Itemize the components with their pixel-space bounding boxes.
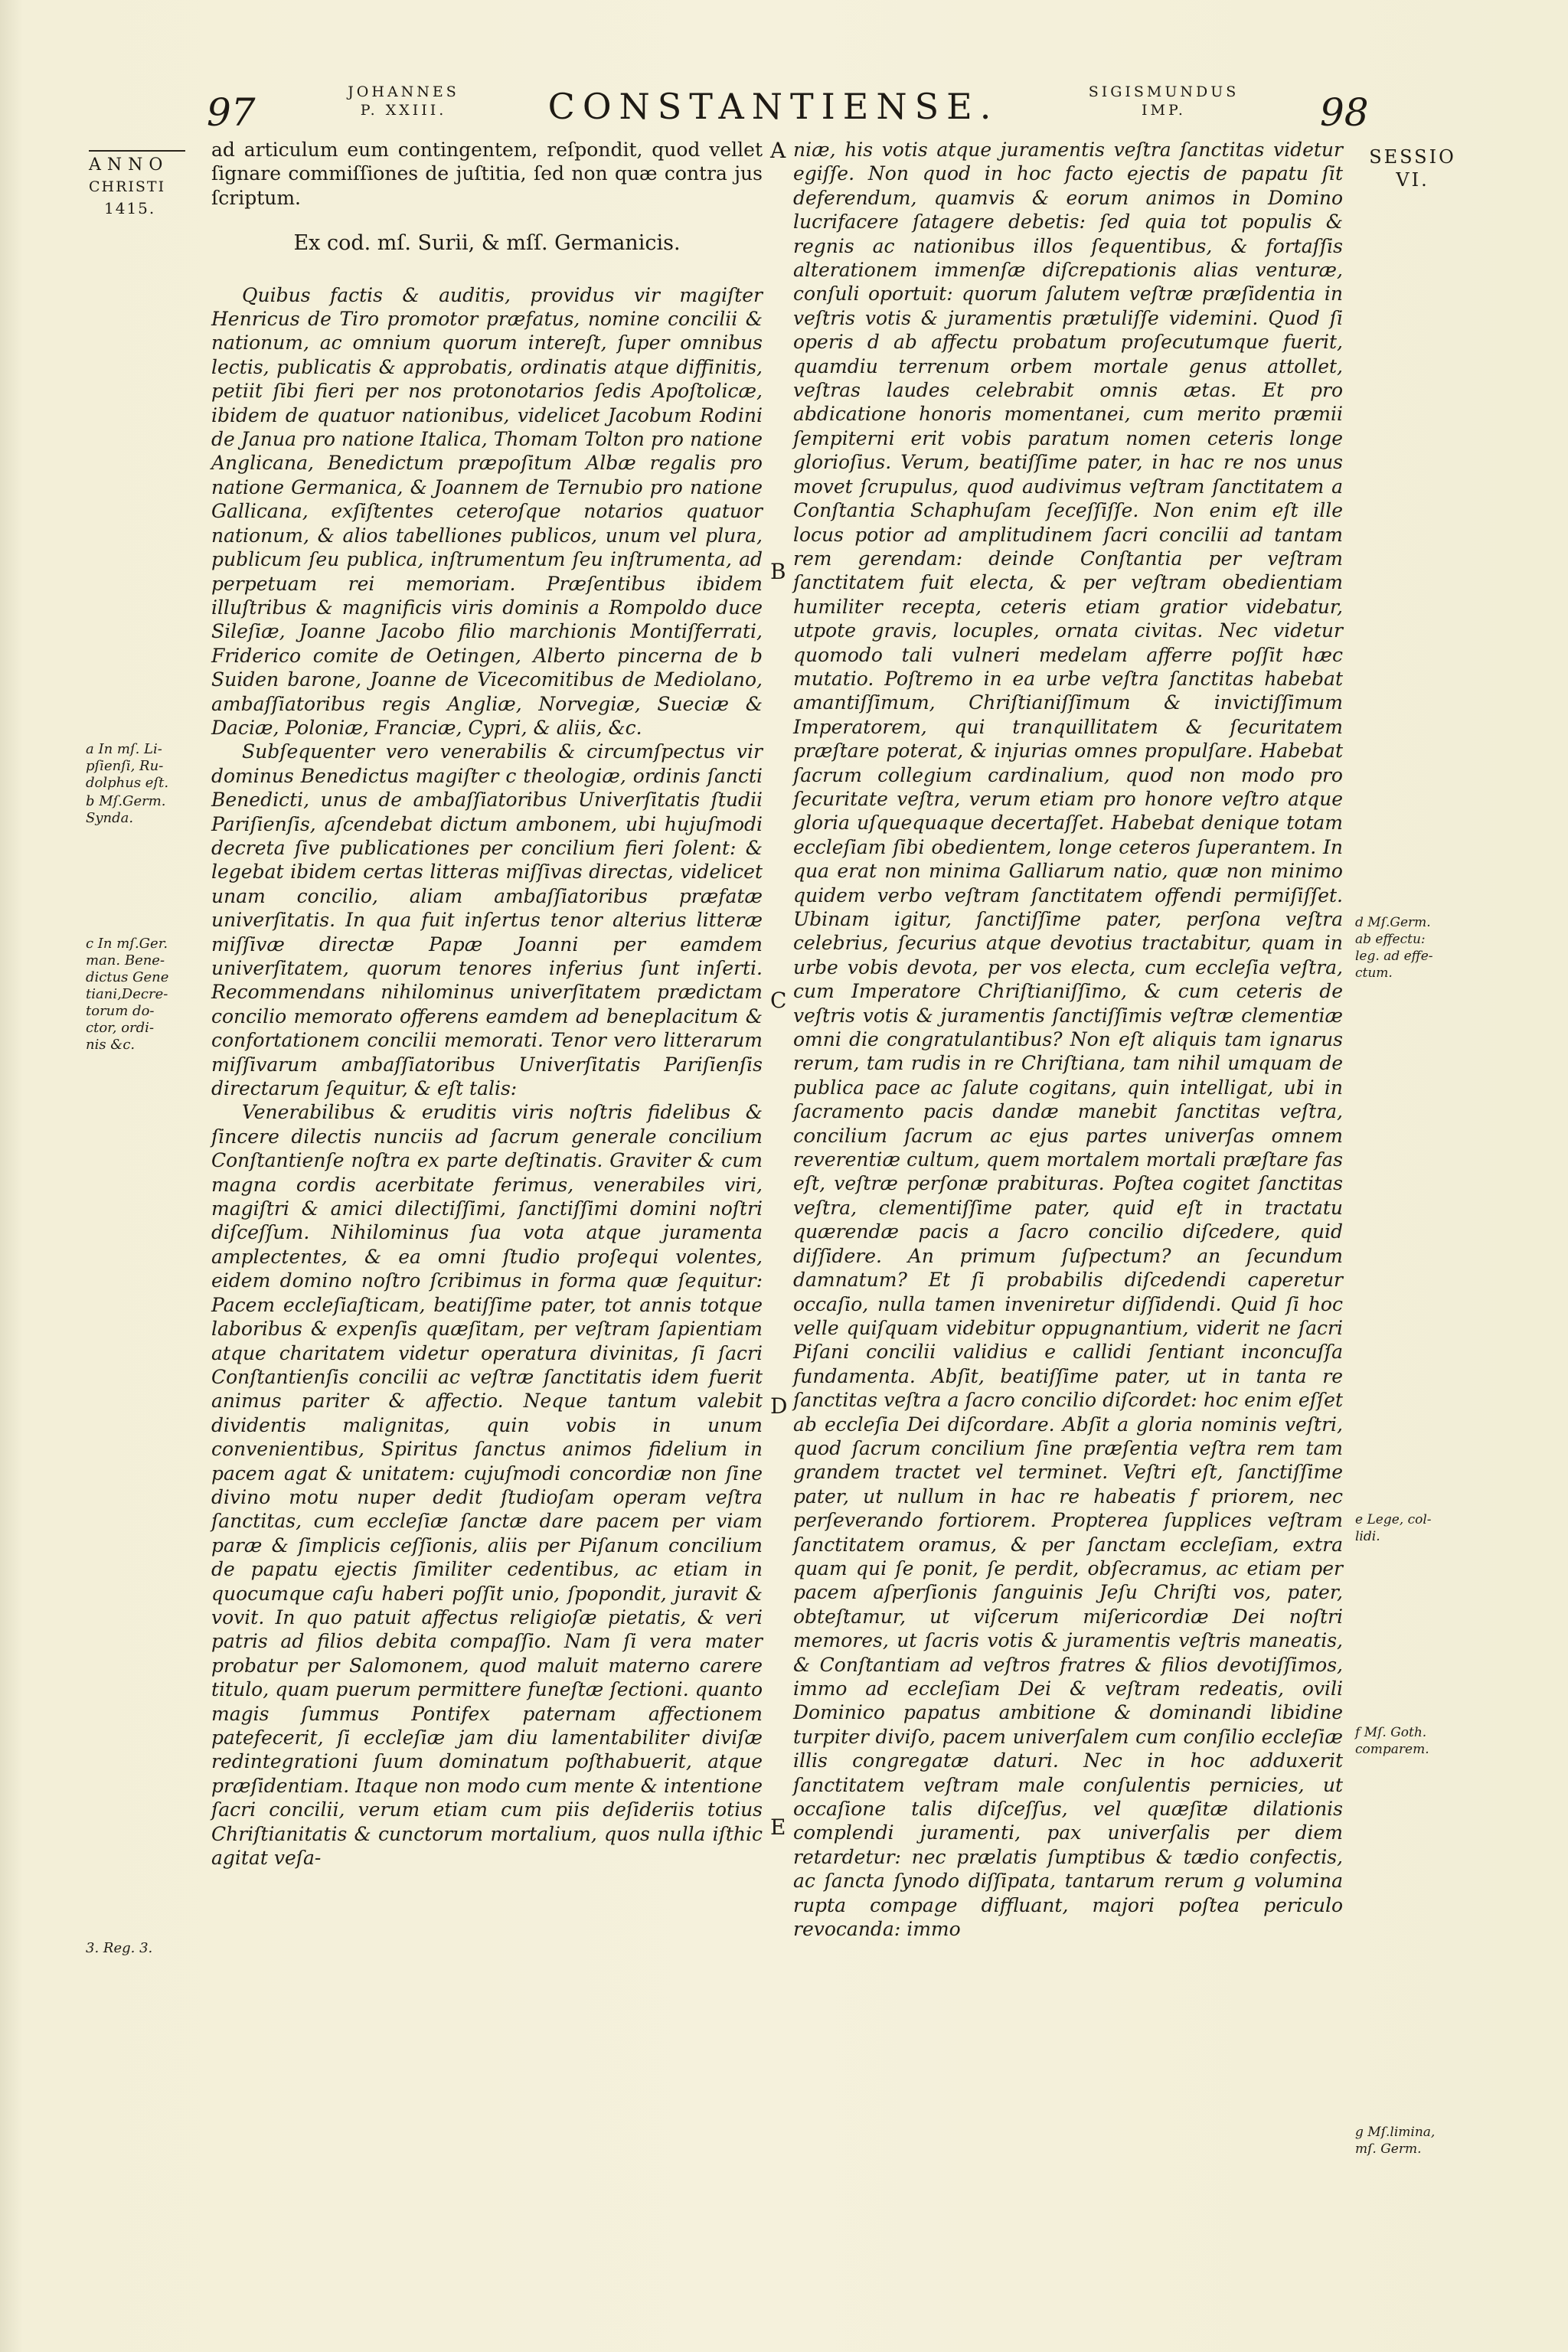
anno-rule: [89, 150, 185, 152]
left-paragraph-2: Subſequenter vero venerabilis & circumſpectus vir dominus Benedictus magiſter c theologiæ, ordinis ſancti Benedicti, unus de ambaſſiatoribus Univerſitatis ſtudii Pariſienſis, aſcendebat dictum ambonem, ubi hujuſmodi decreta ſive publicationes per concilium fieri ſolent: & legebat ibidem certas litteras miſſivas directas, videlicet unam concilio, aliam ambaſſiatoribus præfatæ univerſitatis. In qua fuit inſertus tenor alterius litteræ miſſivæ directæ Papæ Joanni per eamdem univerſitatem, quorum tenores inferius ſunt inſerti. Recommendans nihilominus univerſitatem prædictam concilio memorato offerens eamdem ad beneplacitum & confortationem concilii memorati. Tenor vero litterarum miſſivarum ambaſſiatoribus Univerſitatis Pariſienſis directarum ſequitur, & eſt talis:: [211, 740, 763, 1100]
right-running-head: SIGISMUNDUS IMP.: [1088, 83, 1240, 119]
left-intro-text: ad articulum eum contingentem, reſpondit, quod vellet ſignare commiſſiones de juſtitia, ſed non quæ contra jus ſcriptum.: [211, 139, 763, 209]
right-page-number: 98: [1320, 90, 1369, 135]
section-letter-d: D: [770, 1393, 788, 1419]
left-running-head: JOHANNES P. XXIII.: [348, 83, 459, 119]
margin-note-f: f Mſ. Goth. comparem.: [1355, 1725, 1429, 1757]
right-paragraph-1: niæ, his votis atque juramentis veſtra ſanctitas videtur egiſſe. Non quod in hoc facto ejectis de papatu ſit deferendum, quamvis & eorum animos in Domino lucrifacere ſatagere debetis: ſed quia tot populis & regnis ac nationibus illos ſequentibus, & fortaſſis alterationem immenſæ diſcrepationis alias venturæ, conſuli oportuit: quorum ſalutem veſtræ præſidentia in veſtris votis & juramentis prætuliſſe videmini. Quod ſi operis d ab affectu probatum proſecutumque fuerit, quamdiu terrenum orbem mortale genus attollet, veſtras laudes celebrabit omnis ætas. Et pro abdicatione honoris momentanei, cum merito præmii ſempiterni erit vobis paratum nomen ceteris longe glorioſius. Verum, beatiſſime pater, in hac re nos unus movet ſcrupulus, quod audivimus veſtram ſanctitatem a Conſtantia Schaphuſam ſeceſſiſſe. Non enim eſt ille locus potior ad amplitudinem ſacri concilii ad tantam rem gerendam: deinde Conſtantia per veſtram ſanctitatem fuit electa, & per veſtram obedientiam humiliter recepta, ceteris etiam gratior videbatur, utpote gravis, locuples, ornata civitas. Nec videtur quomodo tali vulneri medelam afferre poſſit hæc mutatio. Poſtremo in ea urbe veſtra ſanctitas habebat amantiſſimum, Chriſtianiſſimum & invictiſſimum Imperatorem, qui tranquillitatem & ſecuritatem præſtare poterat, & injurias omnes propulſare. Habebat ſacrum collegium cardinalium, quod non modo pro ſecuritate veſtra, verum etiam pro honore veſtro atque gloria uſquequaque decertaſſet. Habebat denique totam eccleſiam ſibi obedientem, longe ceteros ſuperantem. In qua erat non minima Galliarum natio, quæ non minimo quidem verbo veſtram ſanctitatem offendi permiſiſſet. Ubinam igitur, ſanctiſſime pater, perſona veſtra celebrius, ſecurius atque devotius tractabitur, quam in urbe vobis devota, per vos electa, cum eccleſia veſtra, cum Imperatore Chriſtianiſſimo, & cum ceteris de veſtris votis & juramentis ſanctiſſimis veſtræ clementiæ omni die congratulantibus? Non eſt aliquis tam ignarus rerum, tam rudis in re Chriſtiana, tam nihil umquam de publica pace ac ſalute cogitans, quin intelligat, ubi in ſacramento pacis dandæ manebit ſanctitas veſtra, concilium ſacrum ac ejus partes univerſas omnem reverentiæ cultum, quem mortalem mortali præſtare fas eſt, veſtræ perſonæ prabituras. Poſtea cogitet ſanctitas veſtra, clementiſſime pater, quid eſt in tractatu quærendæ pacis a ſacro concilio diſcedere, quid diſſidere. An primum ſuſpectum? an ſecundum damnatum? Et ſi probabilis diſcedendi caperetur occaſio, nulla tamen inveniretur diſſidendi. Quid ſi hoc velle quiſquam videbitur oppugnantium, viderit ne ſacri Piſani concilii validius e callidi ſentiant inconcuſſa fundamenta. Abſit, beatiſſime pater, ut in tanta re ſanctitas veſtra a ſacro concilio diſcordet: hoc enim eſſet ab eccleſia Dei diſcordare. Abſit a gloria nominis veſtri, quod ſacrum concilium ſine præſentia veſtra rem tam grandem tractet vel terminet. Veſtri eſt, ſanctiſſime pater, ut nullum in hac re habeatis f priorem, nec perſeverando fortiorem. Propterea ſupplices veſtram ſanctitatem oramus, & per ſanctam eccleſiam, extra quam qui ſe ponit, ſe perdit, obſecramus, ac etiam per pacem aſperſionis ſanguinis Jeſu Chriſti vos, pater, obteſtamur, ut viſcerum miſericordiæ Dei noſtri memores, ut ſacris votis & juramentis veſtris maneatis, & Conſtantiam ad veſtros fratres & filios devotiſſimos, immo ad eccleſiam Dei & veſtram redeatis, ovili Dominico papatus ambitione & dominandi libidine turpiter diviſo, pacem univerſalem cum conſilio eccleſiæ illis congregatæ daturi. Nec in hoc adduxerit ſanctitatem veſtram male conſulentis pernicies, ut occaſione talis diſceſſus, vel quæſitæ dilationis complendi juramenti, pax univerſalis per diem retardetur: nec prælatis ſumptibus & tædio confectis, ac ſancta ſynodo diſſipata, tantarum rerum g volumina rupta compage diffluant, majori poſtea periculo revocanda: immo: [793, 139, 1343, 1941]
margin-note-e: e Lege, col- lidi.: [1355, 1512, 1432, 1544]
source-heading: Ex cod. mſ. Surii, & mſſ. Germanicis.: [293, 231, 681, 256]
right-column: [793, 138, 1343, 1941]
left-page-number: 97: [207, 90, 256, 135]
section-letter-a: A: [770, 138, 786, 163]
section-letter-b: B: [770, 559, 786, 584]
section-letter-c: C: [770, 988, 787, 1013]
anno-christi-marker: [89, 150, 196, 219]
margin-note-a: a In mſ. Li- pſienſi, Ru- dolphus eſt.: [86, 741, 169, 791]
christi-label: CHRISTI: [89, 178, 166, 195]
margin-note-b: b Mſ.Germ. Synda.: [86, 793, 166, 826]
session-number: VI.: [1396, 169, 1429, 191]
section-letter-e: E: [770, 1815, 786, 1840]
margin-note-c: c In mſ.Ger. man. Bene- dictus Gene tiani,Decre- torum do- ctor, ordi- nis &c.: [86, 936, 169, 1053]
margin-note-g: g Mſ.limina, mſ. Germ.: [1355, 2125, 1436, 2157]
running-title: CONSTANTIENSE.: [547, 86, 999, 127]
sessio-marker: [1355, 145, 1470, 191]
anno-label: ANNO: [89, 155, 169, 175]
left-paragraph-3: Venerabilibus & eruditis viris noſtris fidelibus & ſincere dilectis nunciis ad ſacrum generale concilium Conſtantienſe noſtra ex parte deſtinatis. Graviter & cum magna cordis acerbitate ferimus, venerabiles viri, magiſtri & amici dilectiſſimi, ſanctiſſimi domini noſtri diſceſſum. Nihilominus ſua vota atque juramenta amplectentes, & ea omni ſtudio proſequi volentes, eidem domino noſtro ſcribimus in forma quæ ſequitur: Pacem eccleſiaſticam, beatiſſime pater, tot annis totque laboribus & expenſis quæſitam, per veſtram ſapientiam atque charitatem videtur operatura divinitas, ſi ſacri Conſtantienſis concilii ac veſtræ ſanctitatis idem fuerit animus pariter & affectio. Neque tantum valebit dividentis malignitas, quin vobis in unum convenientibus, Spiritus ſanctus animos fidelium in pacem agat & unitatem: cujuſmodi concordiæ non ſine divino motu nuper dedit ſtudioſam operam veſtra ſanctitas, cum eccleſiæ ſanctæ dare pacem per viam paræ & ſimplicis ceſſionis, aliis per Piſanum concilium de papatu ejectis ſimiliter cedentibus, ac etiam in quocumque caſu haberi poſſit unio, ſpopondit, juravit & vovit. In quo patuit affectus religioſæ pietatis, & veri patris ad filios debita compaſſio. Nam ſi vera mater probatur per Salomonem, quod maluit materno carere titulo, quam puerum permittere funeſtæ ſectioni. quanto magis ſummus Pontifex paternam affectionem patefecerit, ſi eccleſiæ jam diu lamentabiliter diviſæ redintegrationi ſuum dominatum poſthabuerit, atque præſidentiam. Itaque non modo cum mente & intentione ſacri concilii, verum etiam cum piis deſideriis totius Chriſtianitatis & cunctorum mortalium, quos nulla iſthic agitat veſa-: [211, 1101, 763, 1870]
margin-note-reg: 3. Reg. 3.: [86, 1940, 153, 1956]
margin-note-d: d Mſ.Germ. ab effectu: leg. ad effe- ctum.: [1355, 915, 1433, 981]
year-label: 1415.: [104, 199, 156, 217]
left-column: [211, 138, 763, 1870]
sessio-label: SESSIO: [1369, 146, 1456, 168]
left-paragraph-1: Quibus factis & auditis, providus vir magiſter Henricus de Tiro promotor præfatus, nomine concilii & nationum, ac omnium quorum intereſt, ſuper omnibus lectis, publicatis & approbatis, ordinatis atque diffinitis, petiit ſibi fieri per nos protonotarios ſedis Apoſtolicæ, ibidem de quatuor nationibus, videlicet Jacobum Rodini de Janua pro natione Italica, Thomam Tolton pro natione Anglicana, Benedictum præpoſitum Albæ regalis pro natione Germanica, & Joannem de Ternubio pro natione Gallicana, exſiſtentes ceteroſque notarios quatuor nationum, & alios tabelliones publicos, unum vel plura, publicum ſeu publica, inſtrumentum ſeu inſtrumenta, ad perpetuam rei memoriam. Præſentibus ibidem illuſtribus & magnificis viris dominis a Rompoldo duce Sileſiæ, Joanne Jacobo filio marchionis Montiſferrati, Friderico comite de Oetingen, Alberto pincerna de b Suiden barone, Joanne de Vicecomitibus de Mediolano, ambaſſiatoribus regis Angliæ, Norvegiæ, Sueciæ & Daciæ, Poloniæ, Franciæ, Cypri, & aliis, &c.: [211, 283, 763, 739]
